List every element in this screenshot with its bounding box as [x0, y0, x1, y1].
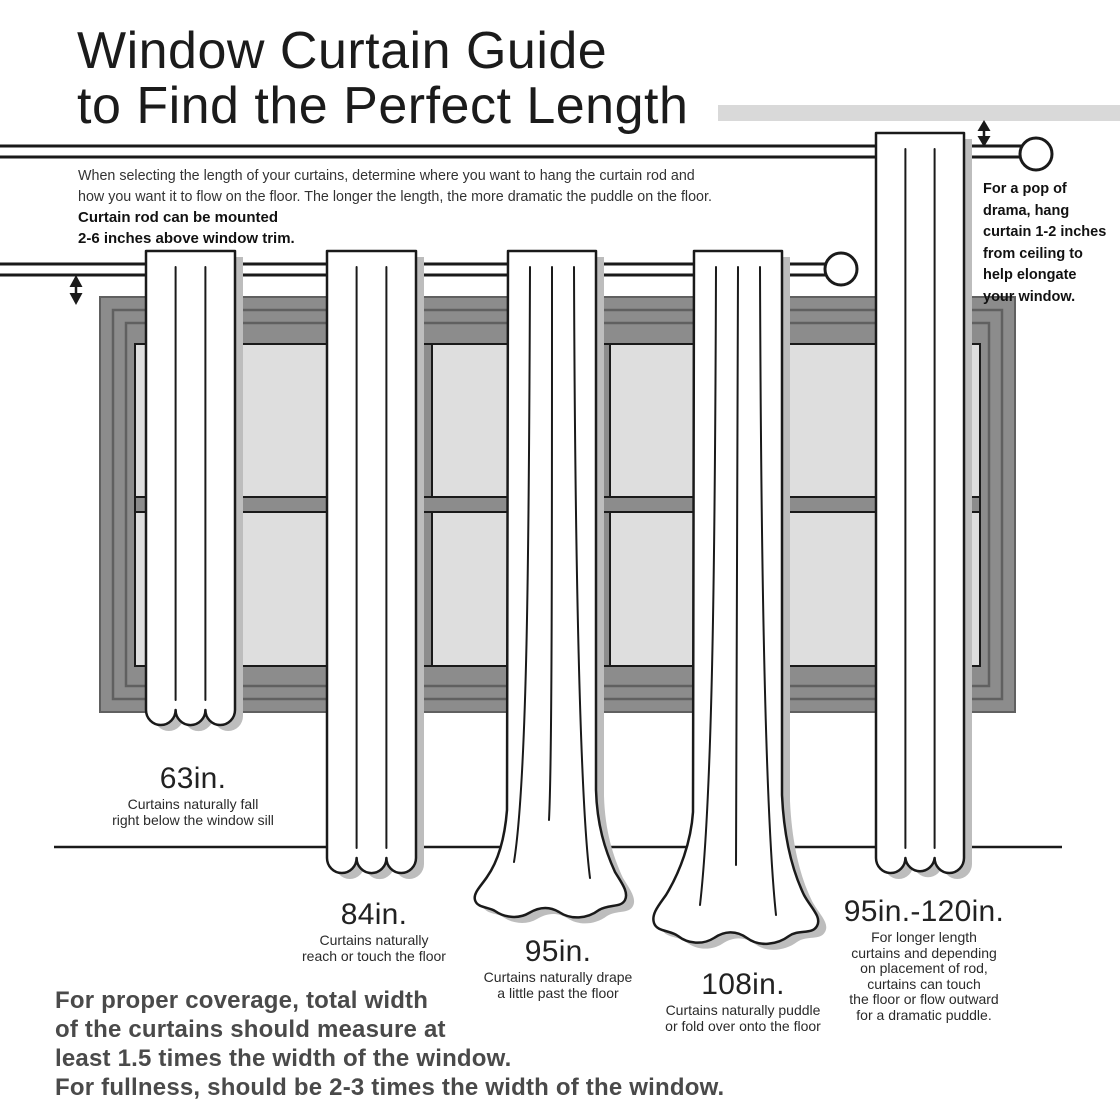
curtain-length: 84in. — [340, 898, 408, 931]
curtain-label-95-120in: 95in.-120in. For longer length curtains and depending on placement of rod, curtains can touch the floor or flow outward for a dramatic puddle. — [799, 897, 1049, 1023]
main-rod-finial-icon — [825, 253, 857, 285]
curtain-length: 95in. — [524, 935, 592, 968]
curtain-label-84in: 84in. Curtains naturally reach or touch the floor — [264, 900, 484, 964]
curtain-length: 63in. — [159, 762, 227, 795]
curtain-length: 108in. — [701, 968, 785, 1001]
curtain-label-108in: 108in. Curtains naturally puddle or fold over onto the floor — [623, 970, 863, 1034]
rod-mounting-note: Curtain rod can be mounted 2-6 inches above window trim. — [78, 209, 295, 247]
curtain-label-63in: 63in. Curtains naturally fall right below the window sill — [83, 764, 303, 828]
page-title — [77, 24, 688, 134]
ceiling-spacing-arrow-icon — [978, 120, 991, 147]
curtain-95-120in — [876, 133, 964, 873]
curtain-84in — [327, 251, 416, 873]
curtain-63in — [146, 251, 235, 725]
coverage-note: For proper coverage, total width of the curtains should measure at least 1.5 times the width of the window. For fullness, should be 2-3 times the width of the window. — [55, 987, 725, 1101]
curtain-label-95in: 95in. Curtains naturally drape a little past the floor — [443, 937, 673, 1001]
rod-spacing-arrow-icon — [70, 275, 83, 305]
title-line-2: to Find the Perfect Length — [77, 77, 689, 135]
ceiling-drama-note: For a pop of drama, hang curtain 1-2 inches from ceiling to help elongate your window. — [983, 181, 1107, 305]
title-line-1: Window Curtain Guide — [77, 22, 608, 80]
intro-text: When selecting the length of your curtains, determine where you want to hang the curtain rod and how you want it to flow on the floor. The longer the length, the more dramatic the puddle on the floor. — [78, 168, 712, 205]
upper-rod-finial-icon — [1020, 138, 1052, 170]
ceiling-bar — [718, 105, 1120, 121]
curtain-length: 95in.-120in. — [843, 895, 1005, 928]
